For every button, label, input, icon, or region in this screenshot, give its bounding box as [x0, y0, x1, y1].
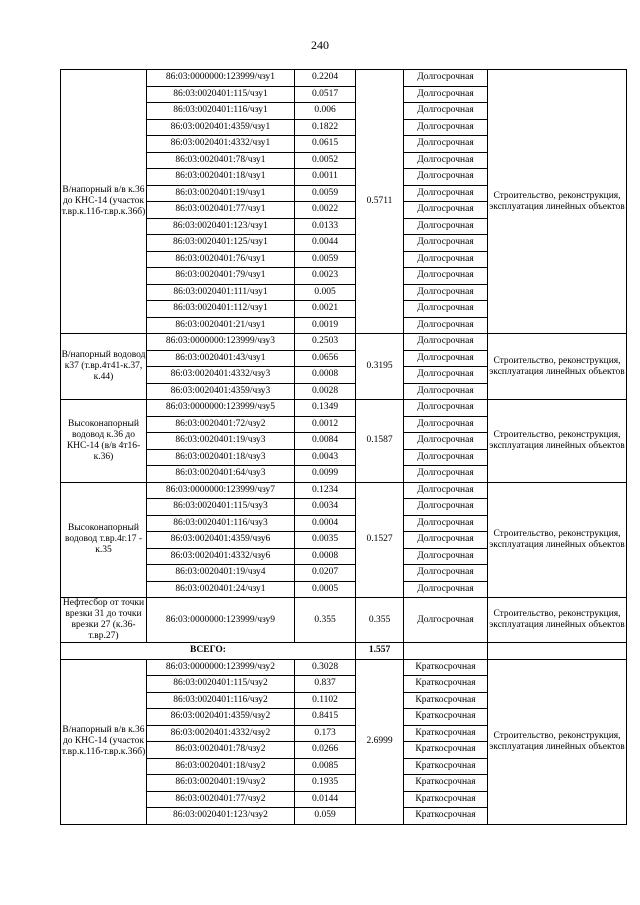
area-cell: 0.0052 — [295, 152, 356, 169]
area-cell: 0.0021 — [295, 301, 356, 318]
area-cell: 0.1822 — [295, 119, 356, 136]
term-cell: Долгосрочная — [404, 70, 488, 87]
term-cell: Долгосрочная — [404, 532, 488, 549]
cadastre-cell: 86:03:0020401:4359/чзу1 — [147, 119, 295, 136]
term-cell: Долгосрочная — [404, 185, 488, 202]
group-total-cell: 2.6999 — [356, 659, 404, 824]
table-row — [61, 598, 627, 643]
area-cell: 0.2204 — [295, 70, 356, 87]
area-cell: 0.0615 — [295, 136, 356, 153]
object-name-cell: Высоконапорный водовод к.36 до КНС-14 (в/в 4т16-к.36) — [61, 400, 147, 483]
term-cell: Долгосрочная — [404, 202, 488, 219]
area-cell: 0.2503 — [295, 334, 356, 351]
cadastre-cell: 86:03:0020401:116/чзу1 — [147, 103, 295, 120]
term-cell: Краткосрочная — [404, 725, 488, 742]
term-cell: Долгосрочная — [404, 268, 488, 285]
area-cell: 0.0019 — [295, 317, 356, 334]
term-cell: Долгосрочная — [404, 136, 488, 153]
term-cell: Долгосрочная — [404, 235, 488, 252]
area-cell: 0.0011 — [295, 169, 356, 186]
cadastre-cell: 86:03:0020401:78/чзу1 — [147, 152, 295, 169]
summary-total: 1.557 — [356, 643, 404, 660]
area-cell: 0.0059 — [295, 251, 356, 268]
cadastre-cell: 86:03:0020401:4332/чзу3 — [147, 367, 295, 384]
cadastre-cell: 86:03:0020401:18/чзу2 — [147, 758, 295, 775]
cadastre-cell: 86:03:0000000:123999/чзу7 — [147, 482, 295, 499]
area-cell: 0.1935 — [295, 775, 356, 792]
cadastre-cell: 86:03:0020401:123/чзу2 — [147, 808, 295, 825]
cadastre-cell: 86:03:0020401:115/чзу1 — [147, 86, 295, 103]
object-name-cell: В/напорный в/в к.36 до КНС-14 (участок т.вр.к.11б-т.вр.к.36б) — [61, 659, 147, 824]
area-cell: 0.0023 — [295, 268, 356, 285]
term-cell: Долгосрочная — [404, 416, 488, 433]
term-cell: Долгосрочная — [404, 103, 488, 120]
area-cell: 0.059 — [295, 808, 356, 825]
area-cell: 0.0144 — [295, 791, 356, 808]
table-row — [61, 334, 627, 351]
cadastre-cell: 86:03:0020401:111/чзу1 — [147, 284, 295, 301]
cadastre-cell: 86:03:0020401:72/чзу2 — [147, 416, 295, 433]
table-row — [61, 70, 627, 87]
term-cell: Краткосрочная — [404, 659, 488, 676]
term-cell: Долгосрочная — [404, 499, 488, 516]
term-cell: Долгосрочная — [404, 598, 488, 643]
cadastre-cell: 86:03:0020401:64/чзу3 — [147, 466, 295, 483]
term-cell: Краткосрочная — [404, 791, 488, 808]
purpose-cell: Строительство, реконструкция, эксплуатация линейных объектов — [488, 334, 627, 400]
area-cell: 0.0035 — [295, 532, 356, 549]
cadastre-cell: 86:03:0000000:123999/чзу3 — [147, 334, 295, 351]
term-cell: Долгосрочная — [404, 367, 488, 384]
purpose-cell: Строительство, реконструкция, эксплуатация линейных объектов — [488, 598, 627, 643]
area-cell: 0.8415 — [295, 709, 356, 726]
purpose-cell: Строительство, реконструкция, эксплуатация линейных объектов — [488, 482, 627, 598]
area-cell: 0.0266 — [295, 742, 356, 759]
group-total-cell: 0.355 — [356, 598, 404, 643]
term-cell: Долгосрочная — [404, 400, 488, 417]
term-cell: Долгосрочная — [404, 86, 488, 103]
group-total-cell: 0.1587 — [356, 400, 404, 483]
area-cell: 0.0028 — [295, 383, 356, 400]
group-total-cell: 0.5711 — [356, 70, 404, 334]
area-cell: 0.0656 — [295, 350, 356, 367]
group-total-cell: 0.1527 — [356, 482, 404, 598]
area-cell: 0.837 — [295, 676, 356, 693]
cadastre-cell: 86:03:0020401:112/чзу1 — [147, 301, 295, 318]
table-row — [61, 400, 627, 417]
table-row — [61, 659, 627, 676]
cadastre-cell: 86:03:0020401:19/чзу1 — [147, 185, 295, 202]
term-cell: Краткосрочная — [404, 709, 488, 726]
cadastre-cell: 86:03:0000000:123999/чзу1 — [147, 70, 295, 87]
cadastre-cell: 86:03:0020401:77/чзу2 — [147, 791, 295, 808]
cadastre-cell: 86:03:0000000:123999/чзу2 — [147, 659, 295, 676]
object-name-cell: Высоконапорный водовод т.вр.4г.17 - к.35 — [61, 482, 147, 598]
area-cell: 0.1234 — [295, 482, 356, 499]
term-cell: Долгосрочная — [404, 565, 488, 582]
term-cell: Долгосрочная — [404, 433, 488, 450]
cadastre-cell: 86:03:0000000:123999/чзу9 — [147, 598, 295, 643]
term-cell: Краткосрочная — [404, 775, 488, 792]
area-cell: 0.0012 — [295, 416, 356, 433]
cadastre-cell: 86:03:0020401:19/чзу2 — [147, 775, 295, 792]
term-cell: Долгосрочная — [404, 152, 488, 169]
term-cell: Долгосрочная — [404, 482, 488, 499]
summary-empty-cell — [488, 643, 627, 660]
cadastre-cell: 86:03:0020401:24/чзу1 — [147, 581, 295, 598]
cadastre-cell: 86:03:0020401:115/чзу3 — [147, 499, 295, 516]
area-cell: 0.173 — [295, 725, 356, 742]
term-cell: Краткосрочная — [404, 742, 488, 759]
term-cell: Долгосрочная — [404, 119, 488, 136]
cadastre-cell: 86:03:0020401:77/чзу1 — [147, 202, 295, 219]
term-cell: Краткосрочная — [404, 692, 488, 709]
cadastre-cell: 86:03:0020401:19/чзу4 — [147, 565, 295, 582]
term-cell: Долгосрочная — [404, 218, 488, 235]
cadastre-cell: 86:03:0020401:18/чзу3 — [147, 449, 295, 466]
cadastre-cell: 86:03:0020401:43/чзу1 — [147, 350, 295, 367]
term-cell: Долгосрочная — [404, 334, 488, 351]
area-cell: 0.0004 — [295, 515, 356, 532]
term-cell: Долгосрочная — [404, 317, 488, 334]
area-cell: 0.0034 — [295, 499, 356, 516]
area-cell: 0.0085 — [295, 758, 356, 775]
purpose-cell: Строительство, реконструкция, эксплуатация линейных объектов — [488, 659, 627, 824]
term-cell: Долгосрочная — [404, 169, 488, 186]
cadastre-cell: 86:03:0020401:21/чзу1 — [147, 317, 295, 334]
area-cell: 0.355 — [295, 598, 356, 643]
cadastre-cell: 86:03:0020401:4359/чзу3 — [147, 383, 295, 400]
cadastre-cell: 86:03:0000000:123999/чзу5 — [147, 400, 295, 417]
area-cell: 0.0005 — [295, 581, 356, 598]
area-cell: 0.0022 — [295, 202, 356, 219]
object-name-cell: В/напорный водовод к37 (т.вр.4т41-к.37, к.44) — [61, 334, 147, 400]
term-cell: Долгосрочная — [404, 383, 488, 400]
term-cell: Долгосрочная — [404, 466, 488, 483]
area-cell: 0.0044 — [295, 235, 356, 252]
summary-row — [61, 643, 627, 660]
purpose-cell: Строительство, реконструкция, эксплуатация линейных объектов — [488, 400, 627, 483]
area-cell: 0.0517 — [295, 86, 356, 103]
area-cell: 0.0207 — [295, 565, 356, 582]
area-cell: 0.0008 — [295, 367, 356, 384]
area-cell: 0.3028 — [295, 659, 356, 676]
area-cell: 0.006 — [295, 103, 356, 120]
area-cell: 0.0043 — [295, 449, 356, 466]
area-cell: 0.0133 — [295, 218, 356, 235]
page-number: 240 — [311, 38, 329, 52]
cadastre-cell: 86:03:0020401:123/чзу1 — [147, 218, 295, 235]
cadastre-cell: 86:03:0020401:4332/чзу1 — [147, 136, 295, 153]
cadastre-cell: 86:03:0020401:18/чзу1 — [147, 169, 295, 186]
cadastre-cell: 86:03:0020401:116/чзу3 — [147, 515, 295, 532]
cadastre-cell: 86:03:0020401:79/чзу1 — [147, 268, 295, 285]
area-cell: 0.1349 — [295, 400, 356, 417]
term-cell: Долгосрочная — [404, 350, 488, 367]
term-cell: Долгосрочная — [404, 515, 488, 532]
term-cell: Краткосрочная — [404, 758, 488, 775]
land-plots-table — [60, 69, 627, 825]
term-cell: Долгосрочная — [404, 284, 488, 301]
cadastre-cell: 86:03:0020401:4332/чзу6 — [147, 548, 295, 565]
area-cell: 0.0059 — [295, 185, 356, 202]
term-cell: Долгосрочная — [404, 449, 488, 466]
cadastre-cell: 86:03:0020401:4359/чзу6 — [147, 532, 295, 549]
term-cell: Долгосрочная — [404, 251, 488, 268]
area-cell: 0.0084 — [295, 433, 356, 450]
term-cell: Краткосрочная — [404, 676, 488, 693]
term-cell: Долгосрочная — [404, 301, 488, 318]
cadastre-cell: 86:03:0020401:19/чзу3 — [147, 433, 295, 450]
cadastre-cell: 86:03:0020401:78/чзу2 — [147, 742, 295, 759]
area-cell: 0.005 — [295, 284, 356, 301]
area-cell: 0.0008 — [295, 548, 356, 565]
table-body — [61, 70, 627, 825]
cadastre-cell: 86:03:0020401:4332/чзу2 — [147, 725, 295, 742]
cadastre-cell: 86:03:0020401:4359/чзу2 — [147, 709, 295, 726]
purpose-cell: Строительство, реконструкция, эксплуатация линейных объектов — [488, 70, 627, 334]
cadastre-cell: 86:03:0020401:125/чзу1 — [147, 235, 295, 252]
term-cell: Краткосрочная — [404, 808, 488, 825]
table-row — [61, 482, 627, 499]
area-cell: 0.0099 — [295, 466, 356, 483]
area-cell: 0.1102 — [295, 692, 356, 709]
term-cell: Долгосрочная — [404, 548, 488, 565]
cadastre-cell: 86:03:0020401:115/чзу2 — [147, 676, 295, 693]
summary-empty-cell — [404, 643, 488, 660]
term-cell: Долгосрочная — [404, 581, 488, 598]
object-name-cell: Нефтесбор от точки врезки 31 до точки врезки 27 (к.36-т.вр.27) — [61, 598, 147, 643]
cadastre-cell: 86:03:0020401:76/чзу1 — [147, 251, 295, 268]
group-total-cell: 0.3195 — [356, 334, 404, 400]
cadastre-cell: 86:03:0020401:116/чзу2 — [147, 692, 295, 709]
object-name-cell: В/напорный в/в к.36 до КНС-14 (участок т.вр.к.11б-т.вр.к.36б) — [61, 70, 147, 334]
summary-label: ВСЕГО: — [61, 643, 356, 660]
